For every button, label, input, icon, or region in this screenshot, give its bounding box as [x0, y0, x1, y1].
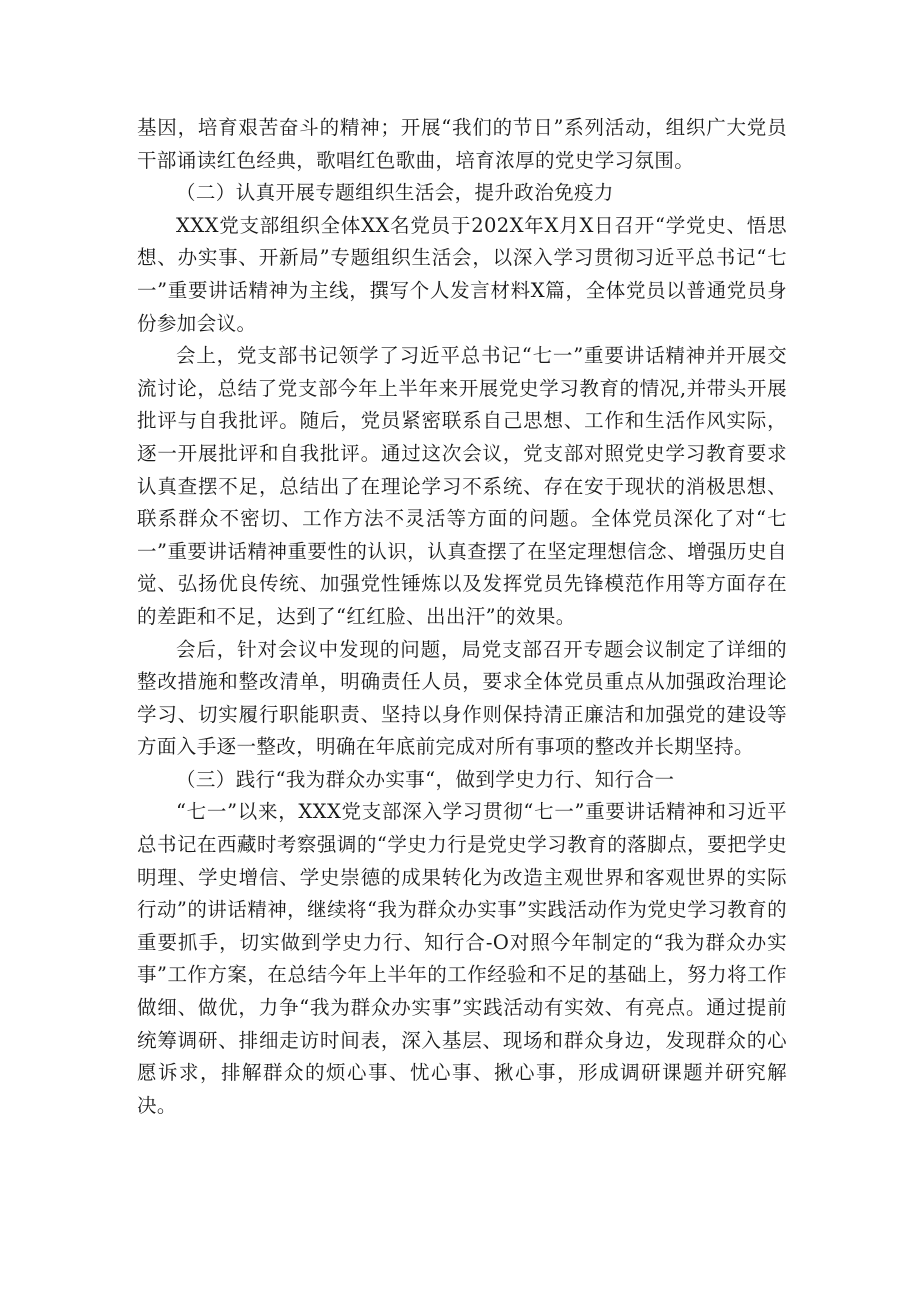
paragraph-continuation: 基因，培育艰苦奋斗的精神；开展“我们的节日”系列活动，组织广大党员干部诵读红色经典，歌唱红色歌曲，培育浓厚的党史学习氛围。 [137, 116, 787, 172]
paragraph-meeting-content: 会上，党支部书记领学了习近平总书记“七一”重要讲话精神并开展交流讨论，总结了党支部今年上半年来开展党史学习教育的情况,并带头开展批评与自我批评。随后，党员紧密联系自己思想、工作和生活作风实际，逐一开展批评和自我批评。通过这次会议，党支部对照党史学习教育要求认真查摆不足，总结出了在理论学习不系统、存在安于现状的消极思想、联系群众不密切、工作方法不灵活等方面的问题。全体党员深化了对“七一”重要讲话精神重要性的认识，认真查摆了在坚定理想信念、增强历史自觉、弘扬优良传统、加强党性锤炼以及发挥党员先锋模范作用等方面存在的差距和不足，达到了“红红脸、出出汗”的效果。 [137, 344, 787, 628]
document-page [137, 112, 787, 1122]
paragraph-meeting-overview: XXX党支部组织全体XX名党员于202X年X月X日召开“学党史、悟思想、办实事、开新局”专题组织生活会，以深入学习贯彻习近平总书记“七一”重要讲话精神为主线，撰写个人发言材料X篇，全体党员以普通党员身份参加会议。 [137, 213, 787, 335]
section-heading-2: （二）认真开展专题组织生活会，提升政治免疫力 [176, 181, 614, 205]
paragraph-after-meeting: 会后，针对会议中发现的问题，局党支部召开专题会议制定了详细的整改措施和整改清单，明确责任人员，要求全体党员重点从加强政治理论学习、切实履行职能职责、坚持以身作则保持清正廉洁和加强党的建设等方面入手逐一整改，明确在年底前完成对所有事项的整改并长期坚持。 [137, 637, 787, 759]
section-heading-3: （三）践行“我为群众办实事“，做到学史力行、知行合一 [176, 767, 675, 791]
paragraph-practice: “七一”以来，XXX党支部深入学习贯彻“七一”重要讲话精神和习近平总书记在西藏时考察强调的“学史力行是党史学习教育的落脚点，要把学史明理、学史增信、学史崇德的成果转化为改造主观世界和客观世界的实际行动”的讲话精神，继续将“我为群众办实事”实践活动作为党史学习教育的重要抓手，切实做到学史力行、知行合-O对照今年制定的“我为群众办实事”工作方案，在总结今年上半年的工作经验和不足的基础上，努力将工作做细、做优，力争“我为群众办实事”实践活动有实效、有亮点。通过提前统筹调研、排细走访时间表，深入基层、现场和群众身边，发现群众的心愿诉求，排解群众的烦心事、忧心事、揪心事，形成调研课题并研究解决。 [137, 800, 787, 1117]
